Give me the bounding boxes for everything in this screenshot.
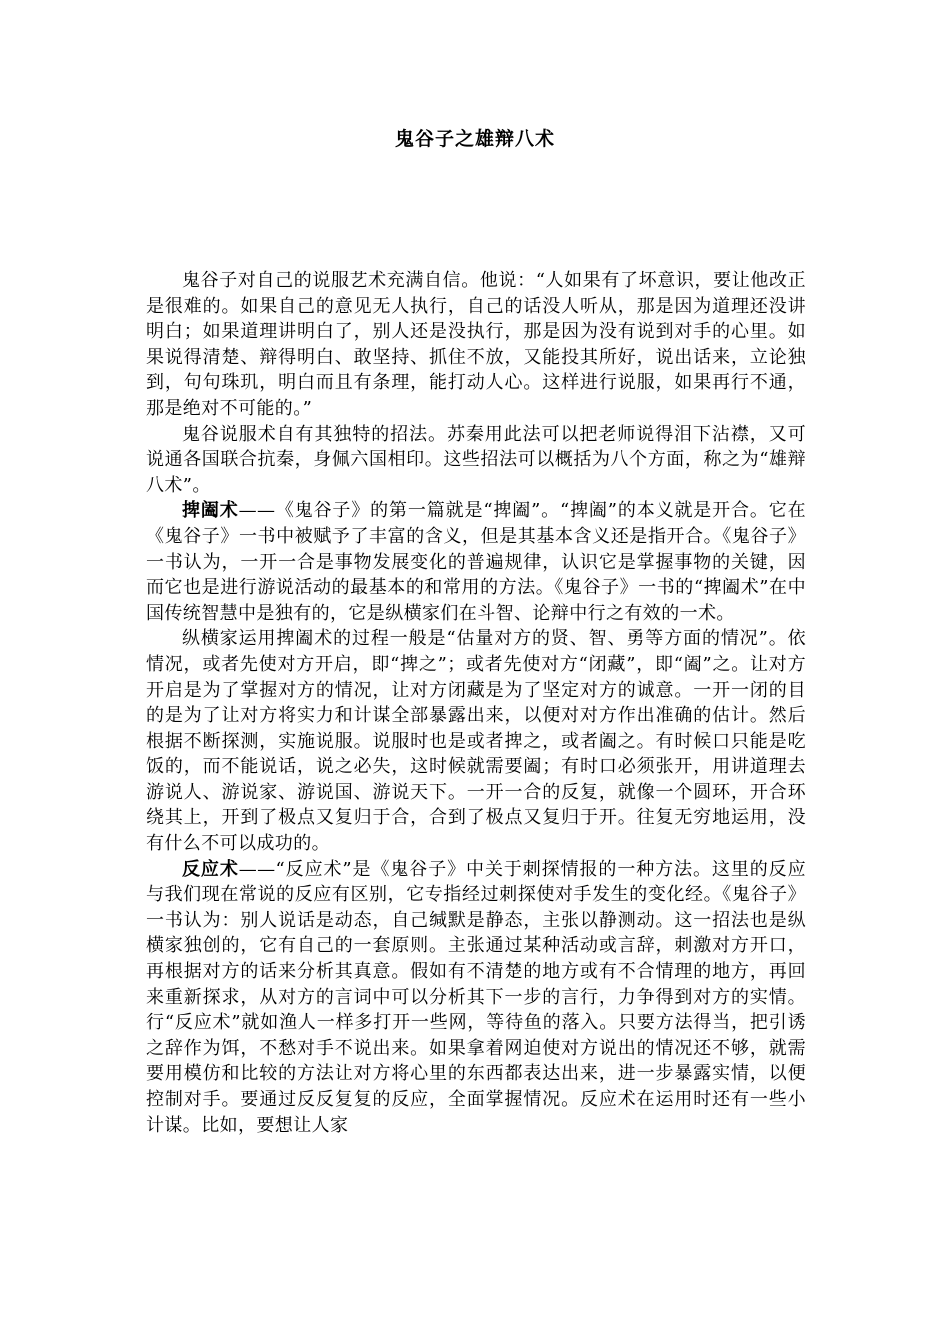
paragraph-text: 鬼谷说服术自有其独特的招法。苏秦用此法可以把老师说得泪下沾襟，又可说通各国联合抗秦，身佩六国相印。这些招法可以概括为八个方面，称之为“雄辩八术”。 [146, 423, 806, 496]
paragraph-text: 纵横家运用捭阖术的过程一般是“估量对方的贤、智、勇等方面的情况”。依情况，或者先使对方开启，即“捭之”；或者先使对方“闭藏”，即“阖”之。让对方开启是为了掌握对方的情况，让对方闭藏是为了坚定对方的诚意。一开一闭的目的是为了让对方将实力和计谋全部暴露出来，以便对对方作出准确的估计。然后根据不断探测，实施说服。说服时也是或者捭之，或者阖之。有时候口只能是吃饭的，而不能说话，说之必失，这时候就需要阖；有时口必须张开，用讲道理去游说人、游说家、游说国、游说天下。一开一合的反复，就像一个圆环，开合环绕其上，开到了极点又复归于合，合到了极点又复归于开。往复无穷地运用，没有什么不可以成功的。 [146, 628, 806, 855]
paragraph-term-baihe: 捭阖术 [182, 500, 239, 522]
paragraph [146, 498, 806, 626]
paragraph [146, 268, 806, 422]
paragraph-text: ——“反应术”是《鬼谷子》中关于刺探情报的一种方法。这里的反应与我们现在常说的反应有区别，它专指经过刺探使对手发生的变化经。《鬼谷子》一书认为：别人说话是动态，自己缄默是静态，主张以静测动。这一招法也是纵横家独创的，它有自己的一套原则。主张通过某种活动或言辞，刺激对方开口，再根据对方的话来分析其真意。假如有不清楚的地方或有不合情理的地方，再回来重新探求，从对方的言词中可以分析其下一步的言行，力争得到对方的实情。行“反应术”就如渔人一样多打开一些网，等待鱼的落入。只要方法得当，把引诱之辞作为饵，不愁对手不说出来。如果拿着网迫使对方说出的情况还不够，就需要用模仿和比较的方法让对方将心里的东西都表达出来，进一步暴露实情，以便控制对手。要通过反反复复的反应，全面掌握情况。反应术在运用时还有一些小计谋。比如，要想让人家 [146, 858, 806, 1136]
paragraph-text: ——《鬼谷子》的第一篇就是“捭阖”。“捭阖”的本义就是开合。它在《鬼谷子》一书中被赋予了丰富的含义，但是其基本含义还是指开合。《鬼谷子》一书认为，一开一合是事物发展变化的普遍规律，认识它是掌握事物的关键，因而它也是进行游说活动的最基本的和常用的方法。《鬼谷子》一书的“捭阖术”在中国传统智慧中是独有的，它是纵横家们在斗智、论辩中行之有效的一术。 [146, 500, 807, 624]
paragraph [146, 626, 806, 856]
paragraph-text: 鬼谷子对自己的说服艺术充满自信。他说：“人如果有了坏意识，要让他改正是很难的。如果自己的意见无人执行，自己的话没人听从，那是因为道理还没讲明白；如果道理讲明白了，别人还是没执行，那是因为没有说到对手的心里。如果说得清楚、辩得明白、敢坚持、抓住不放，又能投其所好，说出话来，立论独到，句句珠玑，明白而且有条理，能打动人心。这样进行说服，如果再行不通，那是绝对不可能的。” [146, 270, 806, 419]
document-title: 鬼谷子之雄辩八术 [394, 128, 555, 150]
paragraph-term-fanying: 反应术 [182, 858, 239, 880]
paragraph [146, 422, 806, 499]
document-body [146, 268, 806, 1138]
paragraph [146, 857, 806, 1139]
